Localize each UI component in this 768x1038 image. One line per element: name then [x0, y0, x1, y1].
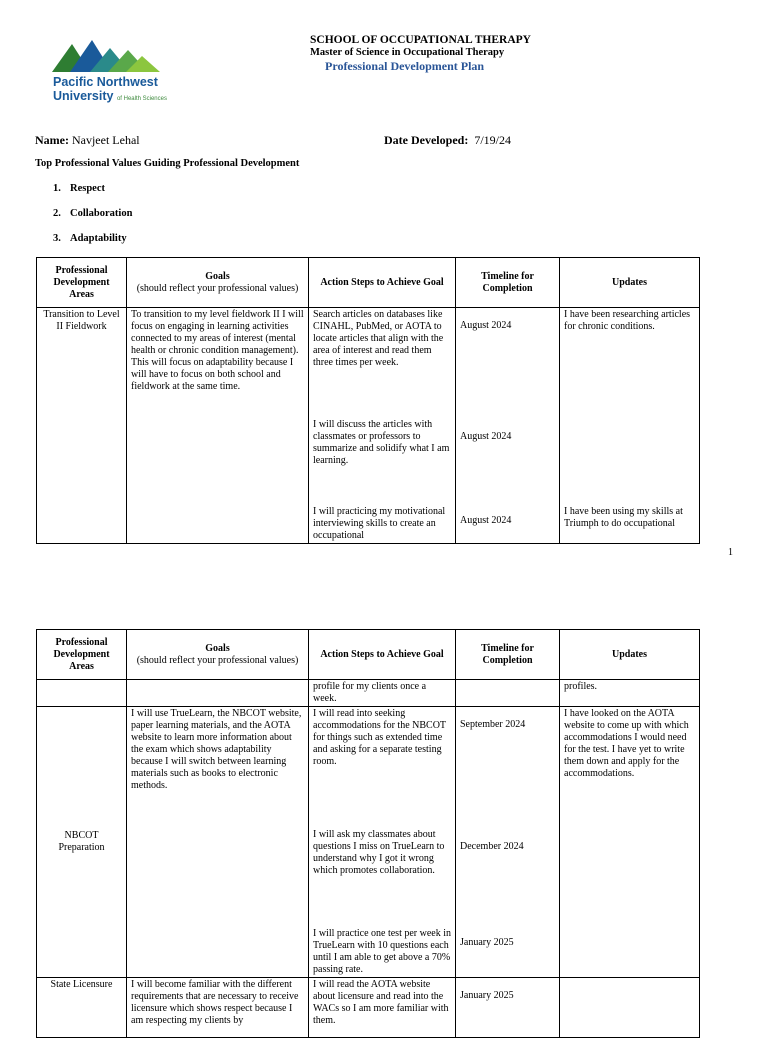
action-step: I will ask my classmates about questions I miss on TrueLearn to understand why I got it wrong which promotes collaboration.	[313, 829, 445, 876]
update-text: I have been researching articles for chronic conditions.	[564, 309, 691, 332]
action-step: profile for my clients once a week.	[309, 680, 456, 707]
goal-cell: To transition to my level fieldwork II I will focus on engaging in learning activities connected to my areas of interest (mental health or chronic condition management). This will focus on adaptability because I will have to focus on both school and fieldwork at the same time.	[127, 308, 309, 544]
date-label: Date Developed:	[384, 133, 469, 147]
date-value: 7/19/24	[474, 133, 511, 147]
logo-text-line1: Pacific Northwest	[53, 75, 158, 89]
action-step: I will read into seeking accommodations for the NBCOT for things such as extended time and asking for a separate testing room.	[313, 708, 446, 767]
timeline-value: August 2024	[460, 515, 512, 526]
area-cell: State Licensure	[37, 978, 127, 1038]
table-header-row	[37, 258, 700, 308]
table-row	[37, 308, 700, 544]
actions-cell	[309, 707, 456, 978]
value-item: 1. Respect	[53, 183, 105, 194]
name-label: Name:	[35, 133, 69, 147]
area-cell: Transition to Level II Fieldwork	[37, 308, 127, 544]
table-row	[37, 707, 700, 978]
update-text: I have been using my skills at Triumph to do occupational	[564, 506, 683, 529]
col-header-actions: Action Steps to Achieve Goal	[309, 630, 456, 680]
timeline-cell	[456, 707, 560, 978]
school-title: SCHOOL OF OCCUPATIONAL THERAPY	[310, 34, 531, 46]
col-header-updates: Updates	[560, 630, 700, 680]
table-header-row	[37, 630, 700, 680]
col-header-areas: Professional Development Areas	[37, 258, 127, 308]
logo-text-line2: University of Health Sciences	[53, 89, 167, 103]
update-text: I have looked on the AOTA website to come up with which accommodations I would need for the test. I have yet to write them down and apply for the accommodations.	[560, 707, 700, 978]
value-item: 3. Adaptability	[53, 233, 127, 244]
timeline-value: September 2024	[460, 719, 526, 730]
col-header-actions: Action Steps to Achieve Goal	[309, 258, 456, 308]
timeline-value: August 2024	[460, 431, 512, 442]
updates-cell	[560, 308, 700, 544]
update-text: profiles.	[560, 680, 700, 707]
timeline-value: December 2024	[460, 841, 524, 852]
update-text	[560, 978, 700, 1038]
name-value: Navjeet Lehal	[71, 133, 140, 147]
goal-cell: I will use TrueLearn, the NBCOT website, paper learning materials, and the AOTA website to learn more information about the exam which shows adaptability because I will switch between learning materials such as books to electronic methods.	[127, 707, 309, 978]
action-step: I will read the AOTA website about licensure and read into the WACs so I am more familiar with them.	[309, 978, 456, 1038]
col-header-goals: Goals (should reflect your professional values)	[127, 258, 309, 308]
values-title: Top Professional Values Guiding Professional Development	[35, 158, 300, 169]
col-header-goals: Goals (should reflect your professional values)	[127, 630, 309, 680]
page-number: 1	[728, 547, 733, 558]
plan-title: Professional Development Plan	[325, 59, 485, 73]
action-step: I will practicing my motivational interviewing skills to create an occupational	[313, 506, 446, 541]
development-table-page1	[36, 257, 700, 544]
action-step: Search articles on databases like CINAHL, PubMed, or AOTA to locate articles that align with the area of interest and read them three times per week.	[313, 309, 444, 368]
value-item: 2. Collaboration	[53, 208, 133, 219]
timeline-value: January 2025	[460, 990, 514, 1001]
table-row	[37, 978, 700, 1038]
table-row	[37, 680, 700, 707]
col-header-timeline: Timeline for Completion	[456, 630, 560, 680]
name-row	[35, 133, 140, 148]
action-step: I will discuss the articles with classmates or professors to summarize and solidify what I am learning.	[313, 419, 450, 466]
timeline-cell	[456, 308, 560, 544]
area-cell: NBCOT Preparation	[37, 707, 127, 978]
col-header-timeline: Timeline for Completion	[456, 258, 560, 308]
development-table-page2	[36, 629, 700, 1038]
actions-cell	[309, 308, 456, 544]
col-header-areas: Professional Development Areas	[37, 630, 127, 680]
date-row	[384, 133, 511, 148]
goal-cell: I will become familiar with the different requirements that are necessary to receive licensure which shows respect because I am respecting my clients by	[127, 978, 309, 1038]
timeline-value: January 2025	[460, 937, 514, 948]
program-title: Master of Science in Occupational Therapy	[310, 47, 505, 58]
timeline-value: August 2024	[460, 320, 512, 331]
col-header-updates: Updates	[560, 258, 700, 308]
action-step: I will practice one test per week in TrueLearn with 10 questions each until I am able to get above a 70% passing rate.	[313, 928, 451, 975]
